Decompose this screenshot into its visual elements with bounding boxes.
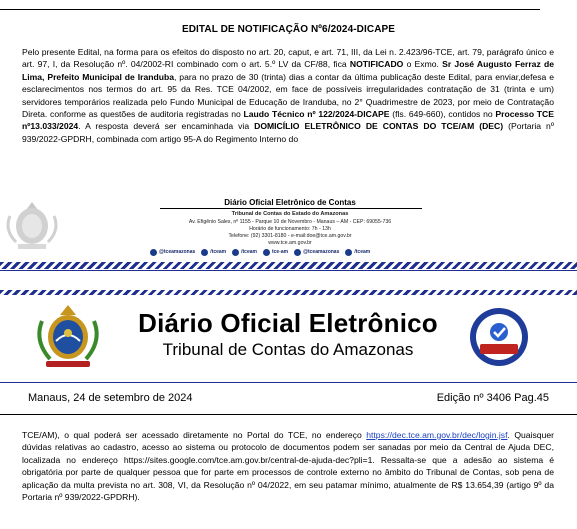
dec-login-link[interactable]: https://dec.tce.am.gov.br/dec/login.jsf <box>366 430 508 440</box>
edital-title: EDITAL DE NOTIFICAÇÃO Nº6/2024-DICAPE <box>181 24 396 35</box>
social-facebook[interactable] <box>201 249 226 256</box>
header-rule <box>0 382 577 383</box>
coat-of-arms-logo-faded <box>2 196 62 256</box>
text-run: . A resposta deverá ser encaminhada via <box>78 121 255 132</box>
text-run-bold: Processo TCE nº13.033/2024 <box>22 109 554 132</box>
text-run-bold: DOMICÍLIO ELETRÔNICO DE CONTAS DO TCE/AM (DEC) <box>254 121 504 132</box>
facebook-icon <box>201 249 208 256</box>
separator-rule <box>0 414 577 415</box>
social-youtube[interactable] <box>232 249 257 256</box>
footer-rule <box>160 208 422 209</box>
continuation-paragraph <box>22 429 554 503</box>
edition-page: Edição nº 3406 Pag.45 <box>436 392 549 404</box>
social-label: @tceamazonas <box>303 249 340 255</box>
social-label: /tceam <box>210 249 227 255</box>
top-rule <box>0 9 540 10</box>
social-links <box>150 247 450 257</box>
footer-website[interactable]: www.tce.am.gov.br <box>268 240 312 246</box>
linkedin-icon <box>345 249 352 256</box>
text-run: Pelo presente Edital, na forma para os efeitos do disposto no art. 20, caput, e art. 71, III, da Lei n. 2.423/96-TCE, art. 79, parágrafo único e art. 97, I, da Resolução nº. 04/2002-RI combinado com o art. 5.º LV da CF/88, fica <box>22 47 554 70</box>
certification-badge-icon <box>468 306 530 368</box>
footer-address: Av. Efigênio Sales, nº 1155 - Parque 10 de Novembro - Manaus – AM - CEP: 69055-736 <box>188 219 392 225</box>
social-label: /tceam <box>241 249 257 255</box>
social-label: tce-am <box>271 249 289 255</box>
gazette-title: Diário Oficial Eletrônico <box>138 308 438 338</box>
twitter-icon <box>294 249 301 256</box>
coat-of-arms-logo <box>32 303 104 371</box>
text-run: TCE/AM), o qual poderá ser acessado diretamente no Portal do TCE, no endereço <box>22 430 367 440</box>
text-run: o Exmo. <box>403 59 443 70</box>
footer-stripe-rule <box>0 270 577 271</box>
text-run: , para no prazo de 30 (trinta) dias a contar da última publicação deste Edital, para enviar,defesa e esclarecimentos nos termos do art. 95 da Res. TCE 04/2002, em face de possíveis irregularidades contratação de 31 (trinta e um) servidores temporários realizada pelo Fundo Municipal de Educação de Iranduba, no 2° Quadrimestre de 2023, por meio de Contratação Direta. conforme as questões de auditoria registradas no <box>22 71 554 120</box>
youtube-icon <box>232 249 239 256</box>
text-run: (fls. 649-660), contidos no <box>389 109 496 120</box>
footer-hours: Horário de funcionamento: 7h - 13h <box>249 226 331 232</box>
social-label: @tceamazonas <box>159 249 196 255</box>
footer-stripe-band <box>0 262 577 269</box>
edital-paragraph <box>22 46 554 145</box>
footer-institution: Tribunal de Contas do Estado do Amazonas <box>231 211 349 217</box>
text-run-bold: Sr José Augusto Ferraz de Lima, Prefeito Municipal de Iranduba <box>22 59 554 82</box>
publication-date: Manaus, 24 de setembro de 2024 <box>28 392 193 404</box>
text-run: . Quaisquer dúvidas relativas ao cadastro, acesso ao sistema ou protocolo de documentos podem ser sanadas por meio da Central de Ajuda DEC, localizada no endereço https://sites.google.com/tce.am.gov.br/central-de-ajuda-dec?pli=1. Ressalta-se que a adesão ao sistema é obrigatória por parte de qualquer pessoa que for parte em processos de controle externo no âmbito do Tribunal de Contas, sob pena de aplicação da multa prevista no art. 308, VI, da Resolução nº 04/2022, em seu patamar mínimo, atualmente de R$ 13.654,39 (artigo 9º da Portaria nº 939/2022-GPDRH). <box>22 430 554 503</box>
social-twitter[interactable] <box>294 249 339 256</box>
social-label: /tceam <box>354 249 371 255</box>
gazette-subtitle: Tribunal de Contas do Amazonas <box>162 340 414 359</box>
flickr-icon <box>263 249 270 256</box>
text-run-bold: NOTIFICADO <box>349 59 404 70</box>
social-flickr[interactable] <box>263 249 288 256</box>
footer-title: Diário Oficial Eletrônico de Contas <box>224 198 356 207</box>
text-run: (Portaria nº 939/2022-GPDRH, combinada com artigo 95-A do Regimento Interno do <box>22 121 554 144</box>
social-linkedin[interactable] <box>345 249 370 256</box>
footer-contact: Telefone: (92) 3301-8180 - e-mail:doe@tce.am.gov.br <box>228 233 352 239</box>
social-instagram[interactable] <box>150 249 195 256</box>
instagram-icon <box>150 249 157 256</box>
header-stripe-band <box>0 290 577 295</box>
text-run-bold: Laudo Técnico nº 122/2024-DICAPE <box>243 109 390 120</box>
